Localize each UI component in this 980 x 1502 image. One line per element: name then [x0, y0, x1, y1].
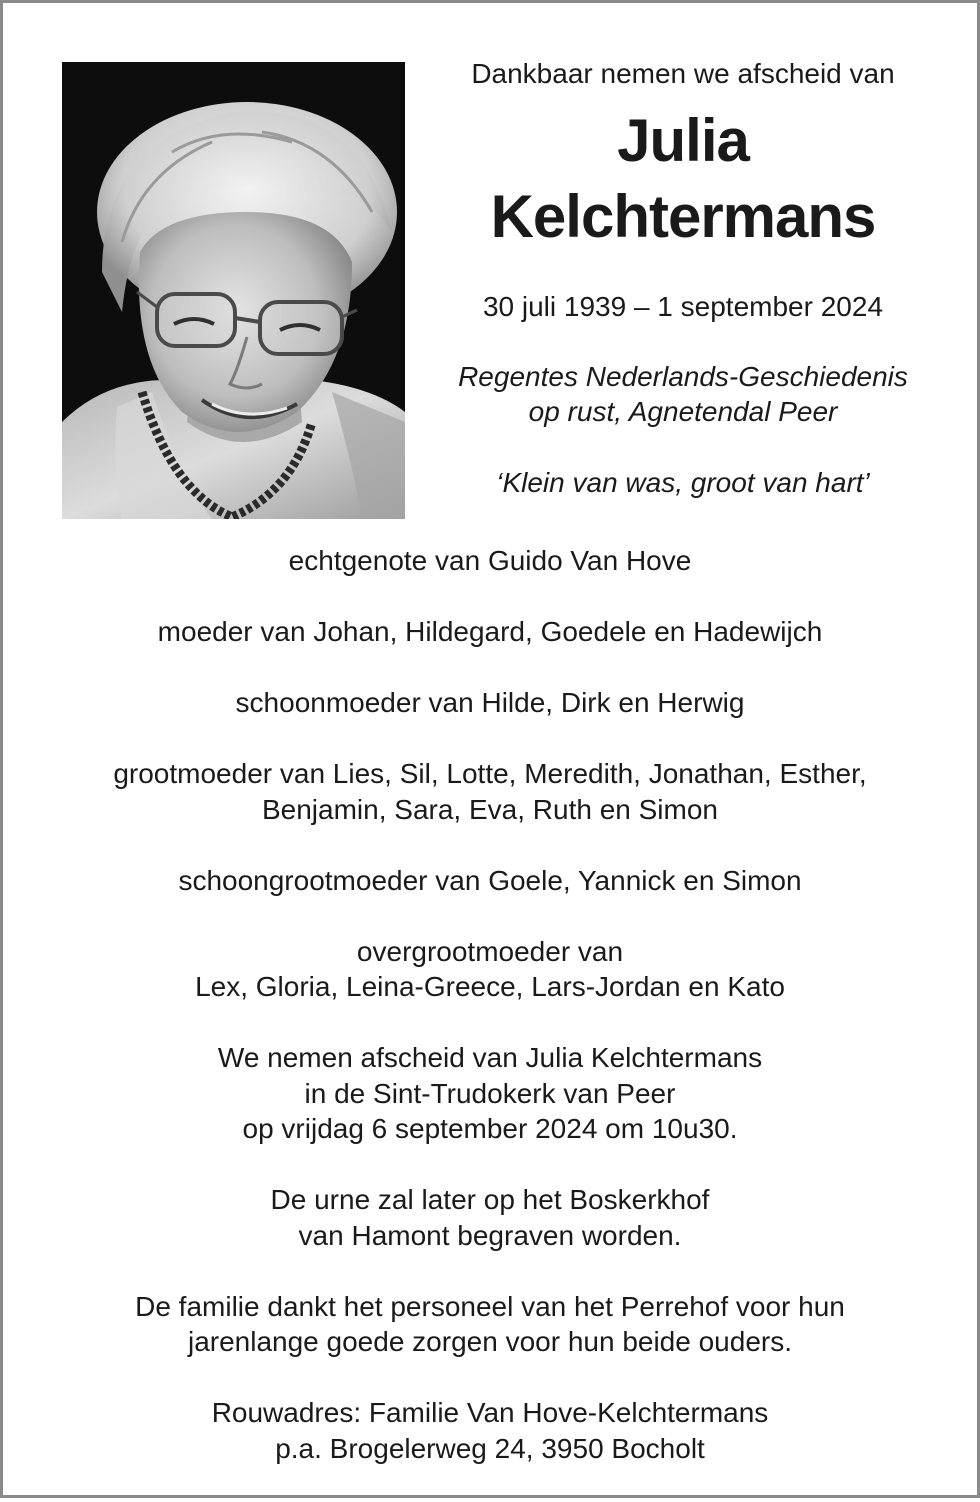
portrait-image [62, 62, 405, 519]
service-line-1: We nemen afscheid van Julia Kelchtermans [217, 1042, 763, 1073]
motto: ‘Klein van was, groot van hart’ [496, 467, 870, 498]
in-laws-line: schoonmoeder van Hilde, Dirk en Herwig [235, 687, 745, 718]
grandchildren-in-law-line: schoongrootmoeder van Goele, Yannick en Simon [178, 864, 802, 896]
great-grandchildren-line-2: Lex, Gloria, Leina-Greece, Lars-Jordan en Kato [195, 971, 785, 1002]
life-dates: 30 juli 1939 – 1 september 2024 [482, 291, 884, 322]
address-line-2: p.a. Brogelerweg 24, 3950 Bocholt [275, 1432, 705, 1464]
burial-details [3, 1182, 977, 1253]
burial-line-2: van Hamont begraven worden. [298, 1219, 682, 1251]
occupation [413, 359, 953, 429]
grandchildren-line-1: grootmoeder van Lies, Sil, Lotte, Meredith, Jonathan, Esther, [113, 758, 867, 789]
service-line-2: in de Sint-Trudokerk van Peer [304, 1077, 676, 1109]
obituary-body [3, 543, 977, 1502]
burial-line-1: De urne zal later op het Boskerkhof [270, 1184, 710, 1215]
great-grandchildren-line-1: overgrootmoeder van [356, 935, 624, 967]
service-line-3: op vrijdag 6 september 2024 om 10u30. [242, 1113, 738, 1144]
occupation-line-1: Regentes Nederlands-Geschiedenis [458, 361, 908, 392]
deceased-name [413, 103, 953, 255]
service-details [3, 1040, 977, 1147]
great-grandchildren [3, 934, 977, 1005]
children-line: moeder van Johan, Hildegard, Goedele en Hadewijch [157, 616, 823, 647]
thanks-note [3, 1289, 977, 1360]
spouse-line: echtgenote van Guido Van Hove [288, 545, 692, 576]
occupation-line-2: op rust, Agnetendal Peer [528, 396, 838, 427]
grandchildren-line-2: Benjamin, Sara, Eva, Ruth en Simon [261, 793, 718, 825]
first-name: Julia [617, 107, 749, 174]
portrait-photo [62, 62, 405, 519]
obituary-header [413, 55, 953, 501]
grandchildren [3, 756, 977, 827]
thanks-line-1: De familie dankt het personeel van het Perrehof voor hun [135, 1290, 845, 1322]
address-line-1: Rouwadres: Familie Van Hove-Kelchtermans [211, 1397, 769, 1428]
intro-text: Dankbaar nemen we afscheid van [471, 58, 895, 89]
thanks-line-2: jarenlange goede zorgen voor hun beide ouders. [187, 1326, 792, 1357]
last-name: Kelchtermans [490, 183, 876, 250]
mourning-address [3, 1395, 977, 1466]
